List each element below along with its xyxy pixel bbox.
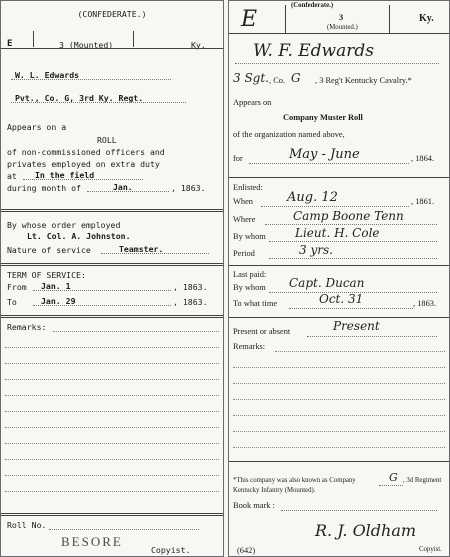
remarks-line [5,395,219,396]
to-what-value: Oct. 31 [319,292,364,306]
period-value: 3 yrs. [299,243,333,257]
remarks-line [233,399,445,400]
where-label: Where [233,215,256,224]
roll-title: Company Muster Roll [283,113,363,122]
company-label: , Co. [269,76,286,85]
remarks-label: Remarks: [233,342,266,351]
header-rule [1,48,223,49]
section-rule [229,461,449,462]
card-letter: E [241,7,258,32]
when-underline [261,206,409,207]
for-label: for [233,154,243,163]
roll-no-underline [49,529,199,530]
copyist-label: Copyist. [151,545,191,555]
where-value: Camp Boone Tenn [293,209,404,223]
to-label: To [7,297,17,307]
remarks-label: Remarks: [7,322,47,332]
at-label: at [7,171,17,181]
header-divider [285,5,286,33]
remarks-line [5,347,219,348]
to-what-underline [289,308,413,309]
company-value: G [291,71,301,85]
footnote-text: Kentucky Infantry (Mounted). [233,487,316,494]
term-label: TERM OF SERVICE: [7,270,86,280]
by-whom-label: By whom [233,232,266,241]
during-year: , 1863. [171,183,206,193]
footnote-company: G [389,471,398,484]
roll-title: ROLL [97,135,117,145]
by-whom-value: Lieut. H. Cole [295,226,380,240]
present-value: Present [333,319,380,333]
remarks-line [5,363,219,364]
to-what-label: To what time [233,299,278,308]
card-header: (CONFEDERATE.) [77,9,147,19]
footnote-underline [379,485,403,486]
at-value: In the field [35,170,95,180]
regiment-number: 3 [339,13,344,22]
remarks-line [53,331,219,332]
to-value: Jan. 29 [41,296,76,306]
from-value: Jan. 1 [41,281,71,291]
section-rule [229,177,449,178]
remarks-line [233,447,445,448]
card-header: (Confederate.) [291,2,334,9]
remarks-line [5,459,219,460]
section-rule [229,265,449,266]
section-rule [1,263,223,266]
to-what-year: , 1863. [413,299,437,308]
soldier-name: W. L. Edwards [15,70,80,80]
extra-duty-card [0,0,224,557]
remarks-line [233,415,445,416]
to-underline [33,305,171,306]
to-year: , 1863. [173,297,208,307]
roll-description: of non-commissioned officers and [7,147,165,157]
soldier-name: W. F. Edwards [253,41,374,61]
remarks-line [233,367,445,368]
regiment-label: , 3 Reg't Kentucky Cavalry.* [315,76,412,85]
employed-value: Lt. Col. A. Johnston. [27,231,131,241]
from-label: From [7,282,27,292]
card-letter: E [7,39,13,49]
where-underline [265,224,437,225]
regiment-number: 3 (Mounted) [59,40,114,50]
rank-line: Pvt., Co. G, 3rd Ky. Regt. [15,93,144,103]
for-underline [249,163,409,164]
book-mark-label: Book mark : [233,501,275,510]
state-label: Ky. [191,40,206,50]
section-rule [229,317,449,318]
copyist-stamp: BESORE [61,534,123,549]
section-rule [1,513,223,516]
name-underline [11,79,171,80]
period-underline [269,258,437,259]
present-underline [307,336,437,337]
remarks-line [5,411,219,412]
nature-label: Nature of service [7,245,91,255]
section-rule [1,315,223,318]
book-mark-underline [281,510,437,511]
paid-by-value: Capt. Ducan [289,276,365,290]
by-whom-underline [269,241,437,242]
period-label: Period [233,249,255,258]
for-year: , 1864. [411,154,435,163]
during-underline [87,191,169,192]
when-year: , 1861. [411,197,435,206]
appears-on-label: Appears on [233,98,272,107]
header-rule [229,33,449,34]
during-month: Jan. [113,182,133,192]
copyist-signature: R. J. Oldham [315,521,417,540]
from-underline [33,290,171,291]
remarks-line [5,379,219,380]
footnote-regiment: , 3d Regiment [403,477,442,484]
at-underline [23,179,143,180]
muster-roll-card [228,0,450,557]
last-paid-label: Last paid: [233,270,267,279]
remarks-line [233,383,445,384]
remarks-line [5,475,219,476]
from-year: , 1863. [173,282,208,292]
roll-description: of the organization named above, [233,130,345,139]
header-divider [389,5,390,33]
remarks-line [5,491,219,492]
state-label: Ky. [419,13,434,24]
when-label: When [233,197,253,206]
section-rule [1,209,223,212]
card-number: (642) [237,546,256,555]
appears-on-label: Appears on a [7,122,67,132]
roll-description: privates employed on extra duty [7,159,160,169]
remarks-line [5,427,219,428]
enlisted-label: Enlisted: [233,183,263,192]
remarks-line [233,431,445,432]
for-value: May - June [289,147,360,162]
employed-label: By whose order employed [7,220,121,230]
copyist-label: Copyist. [419,546,442,553]
footnote-text: *This company was also known as Company [233,477,356,484]
header-divider [133,31,134,47]
rank-underline [11,102,186,103]
nature-underline [101,253,209,254]
rank-value: 3 Sgt. [233,71,269,85]
remarks-line [5,443,219,444]
remarks-line [275,351,445,352]
present-label: Present or absent [233,327,291,336]
nature-value: Teamster. [119,244,164,254]
when-value: Aug. 12 [287,190,338,205]
roll-no-label: Roll No. [7,520,47,530]
mounted-label: (Mounted.) [327,24,358,31]
header-divider [33,31,34,47]
during-label: during month of [7,183,81,193]
name-underline [235,63,439,64]
paid-by-label: By whom [233,283,266,292]
